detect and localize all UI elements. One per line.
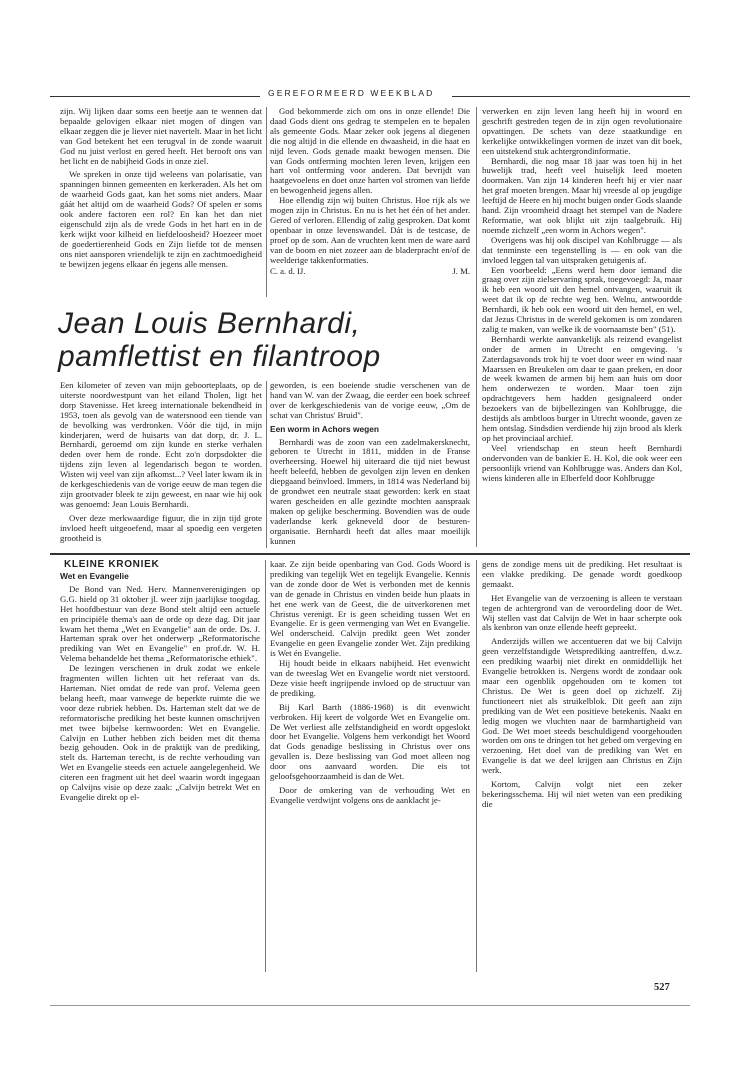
paragraph: Een voorbeeld: „Eens werd hem door iemand die graag over zijn zielservaring sprak, toegevoegd: Ja, maar ik heb een woord uit den hemel ontvangen, waaruit ik weet dat ik op de rechte weg ben. Welnu, antwoordde Bernhardi, ik heb ook een woord uit den hemel, en wel, dat Jezus Christus in de wereld gekomen is om zondaren zalig te maken, van welke ik de voornaamste ben" (51).	[482, 264, 682, 334]
top-column-1	[60, 107, 262, 297]
column-divider	[265, 560, 266, 972]
paragraph: Over deze merkwaardige figuur, die in zijn tijd grote invloed heeft uitgeoefend, maar al spoedig een vergeten grootheid is	[60, 512, 262, 543]
kroniek-column-1	[60, 572, 260, 972]
header-rule-left	[50, 96, 260, 97]
kroniek-column-3	[482, 560, 682, 972]
signature-left: C. a. d. IJ.	[270, 265, 306, 276]
paragraph: Anderzijds willen we accentueren dat we bij Calvijn geen verzelfstandigde Wetsprediking aantreffen, d.w.z. een prediking waarbij niet direkt en onmiddellijk het Evangelie betrokken is. Nergens wordt de zondaar ook maar een ogenblik opgehouden om te komen tot Christus. De Wet is geen doel op zichzelf. Zij functioneert niet als struikelblok. Dit geeft aan zijn prediking van de Wet een positieve betekenis. Naakt en ledig mogen we vluchten naar de barmhartigheid van God. De Wet moet steeds beschuldigend voorgehouden worden om ons te dringen tot het gebed om vergeving en verzoening. Het doel van de prediking van Wet en Evangelie is dat we deel krijgen aan Christus en Zijn werk.	[482, 636, 682, 776]
kroniek-title: KLEINE KRONIEK	[64, 559, 160, 570]
paragraph: Bernhardi, die nog maar 18 jaar was toen hij in het huwelijk trad, heeft veel huiselijk leed moeten doormaken. Van zijn 14 kinderen heeft hij er vier naar het graf moeten brengen. Maar hij vreesde al op jeugdige leeftijd de Heere en hij mocht buigen onder Gods slaande hand. Zijn vroomheid draagt het stempel van de Nadere Reformatie, wat ook blijkt uit zijn taalgebruik. Hij noemde zichzelf „een worm in Achors wegen".	[482, 155, 682, 235]
page-header: GEREFORMEERD WEEKBLAD	[268, 88, 435, 98]
paragraph: Bij Karl Barth (1886-1968) is dit evenwicht verbroken. Hij keert de volgorde Wet en Evangelie om. De Wet verliest alle zelfstandigheid en wordt opgeslokt door het Evangelie. Volgens hem verkondigt het Woord dat Gods genadige beslissing in Christus over ons gevallen is. Deze beslissing van God moet alleen nog door ons aanvaard worden. Die eis tot geloofsgehoorzaamheid is dan de Wet.	[270, 701, 470, 782]
signature-right: J. M.	[452, 265, 470, 276]
paragraph: Een kilometer of zeven van mijn geboorteplaats, op de uiterste noordwestpunt van het eiland Tholen, ligt het dorp Stavenisse. Het kreeg internationale bekendheid in 1953, toen als gevolg van de watersnood een tiende van de bevolking was verdronken. Vóór die tijd, in mijn kinderjaren, werd de huisarts van dat dorp, dr. J. L. Bernhardi, geroemd om zijn kunde en sterke verhalen deden over hem de ronde. Echt zo'n dorpsdokter die tijdens zijn leven al legendarisch begon te worden. Wisten wij veel van zijn afkomst...? Veel later kwam ik in de kerkgeschiedenis van de vorige eeuw de man tegen die zijn grootvader bleek te zijn geweest, en naar wie hij ook was genoemd: Jean Louis Bernhardi.	[60, 381, 262, 509]
column-divider	[266, 381, 267, 548]
paragraph: Overigens was hij ook discipel van Kohlbrugge — als dat tenminste een tegenstelling is — en ook van die invloed leggen tal van uitspraken getuigenis af.	[482, 234, 682, 265]
paragraph: verwerken en zijn leven lang heeft hij in woord en geschrift gestreden tegen de in zijn ogen revolutionaire opvattingen. De schets van deze staatkundige en kerkelijke ontwikkelingen vormen de inzet van dit boek, een uitstekend stuk achtergrondinformatie.	[482, 107, 682, 156]
article-column-1	[60, 381, 262, 548]
article-subheading: Een worm in Achors wegen	[270, 423, 380, 434]
paragraph: Bernhardi werkte aanvankelijk als reizend evangelist onder de armen in Utrecht en omgeving. 's Zaterdagsavonds trok hij te voet door weer en wind naar Maarssen en Breukelen om daar te gaan preken, en door de week kwamen de armen bij hem aan huis om door hem onderwezen te worden. Maar toen zijn opdrachtgevers hem hadden gesignaleerd onder bezoekers van de bijbellezingen van Kohlbrugge, die destijds als ambtloos burger in Utrecht woonde, gaven ze hem ontslag. Sindsdien verdiende hij zijn brood als klerk op het provinciaal archief.	[482, 333, 682, 443]
article-column-2	[270, 381, 470, 548]
bottom-rule	[50, 1005, 690, 1006]
paragraph: zijn. Wij lijken daar soms een beetje aan te wennen dat bepaalde gelovigen elkaar niet mogen of dingen van elkaar zeggen die je liever niet navertelt. Maar in het licht van God betekent het een terugval in de zonde waaruit God nu juist verlost en gered heeft. Het berooft ons van het licht en de nabijheid Gods in onze ziel.	[60, 107, 262, 166]
paragraph: Het Evangelie van de verzoening is alleen te verstaan tegen de achtergrond van de veroordeling door de Wet. Wij stellen vast dat Calvijn de Wet in haar scherpte ook als kenbron van onze ellende heeft gepreekt.	[482, 592, 682, 633]
paragraph: geworden, is een boeiende studie verschenen van de hand van W. van der Zwaag, die eerder een boek schreef over de kerkgeschiedenis van de vorige eeuw, „Om de schat van Christus' Bruid".	[270, 381, 470, 420]
headline-line-2: pamflettist en filantroop	[58, 340, 381, 373]
section-rule	[50, 553, 690, 555]
article-headline	[58, 307, 478, 373]
paragraph: Veel vriendschap en steun heeft Bernhardi ondervonden van de bankier E. H. Kol, die ook weer een persoonlijk vriend van Kohlbrugge was. Anders dan Kol, wiens kinderen alle in Elberfeld door Kohlbrugge	[482, 442, 682, 483]
kroniek-subheading: Wet en Evangelie	[60, 572, 129, 581]
paragraph: Hij houdt beide in elkaars nabijheid. Het evenwicht van de tweeslag Wet en Evangelie wordt niet verstoord. Deze visie heeft ingrijpende invloed op de structuur van de prediking.	[270, 658, 470, 698]
paragraph: Bernhardi was de zoon van een zadelmakersknecht, geboren te Utrecht in 1811, midden in de Franse overheersing. Hoewel hij uiteraard die tijd niet bewust heeft beleefd, hebben de gevolgen zijn leven en denken diepgaand beïnvloed. Immers, in 1814 was Nederland bij de grondwet een neutrale staat geworden: kerk en staat waren gescheiden en alle gezindte mochten aanspraak maken op gelijke bescherming. Bovendien was de oude vaderlandse kerk gekneveld door de besturen-organisatie. Bernhardi heeft dat alles maar moeilijk kunnen	[270, 436, 470, 546]
paragraph: kaar. Ze zijn beide openbaring van God. Gods Woord is prediking van tegelijk Wet en tegelijk Evangelie. Kennis van de zonde door de Wet is verbonden met de kennis van de genade in Christus en vinden beide hun plaats in het ene werk van de Geest, die de uitverkorenen met Christus verenigt. Er is geen scheiding tussen Wet en Evangelie. Er is geen vermenging van Wet en Evangelie. Wel onderscheid. Calvijn predikt geen Wet zonder Evangelie en geen Evangelie zonder Wet. Zijn prediking is Wet én Evangelie.	[270, 560, 470, 659]
paragraph: Door de omkering van de verhouding Wet en Evangelie verdwijnt volgens ons de aanklacht je-	[270, 784, 470, 805]
headline-line-1: Jean Louis Bernhardi,	[58, 307, 361, 340]
article-column-3	[482, 107, 682, 548]
header-rule-right	[452, 96, 690, 97]
column-divider	[266, 107, 267, 297]
column-divider	[476, 560, 477, 972]
page-number: 527	[654, 982, 670, 993]
signature-line	[270, 267, 470, 277]
paragraph: We spreken in onze tijd weleens van polarisatie, van spanningen binnen gemeenten en kerkeraden. Als het om de waarheid Gods gaat, kan het soms niet anders. Maar gáát het altijd om de waarheid Gods? Of spelen er soms ook andere factoren een rol? En kan het dan niet eigenschuld zijn als de vrede Gods in het hart en in de kerk wijkt voor kilheid en liefdeloosheid? Hoezeer moet de goedertierenheid Gods en Zijn liefde tot de mensen ons niet aansporen vriendelijk te zijn en zachtmoedigheid te bewijzen jegens elkaar én jegens alle mensen.	[60, 169, 262, 269]
paragraph: Kortom, Calvijn volgt niet een zeker bekeringsschema. Hij wil niet weten van een prediking die	[482, 779, 682, 809]
paragraph: De lezingen verschenen in druk zodat we enkele fragmenten willen lichten uit het referaat van ds. Harteman. Niet omdat de rede van prof. Velema geen belang heeft, maar vanwege de beperkte ruimte die we voor deze rubriek hebben. Ds. Harteman stelt dat we de reformatorische prediking het beste kunnen omschrijven met twee bijbelse kernwoorden: Wet en Evangelie. Calvijn en Luther hebben zich beiden met dit thema bezig gehouden. Ook in de praktijk van de prediking, stelt ds. Harteman terecht, is de rechte verhouding van Wet en Evangelie steeds een actuele aangelegenheid. We citeren een fragment uit het deel waarin wordt ingegaan op Calvijns visie op deze zaak: „Calvijn betrekt Wet en Evangelie direkt op el-	[60, 663, 260, 802]
paragraph: De Bond van Ned. Herv. Mannenverenigingen op G.G. hield op 31 oktober jl. weer zijn jaarlijkse toogdag. Het hoofdbestuur van deze Bond stelt altijd een actuele en principiële thema's aan de orde op deze dag. Dit jaar kwam het thema „Wet en Evangelie" aan de orde. Ds. J. Harteman sprak over het onderwerp „Reformatorische prediking van Wet en Evangelie" en prof.dr. W. H. Velema behandelde het thema „Reformatorische ethiek".	[60, 583, 260, 664]
paragraph: gens de zondige mens uit de prediking. Het resultaat is een vlakke prediking. De genade wordt goedkoop gemaakt.	[482, 560, 682, 589]
paragraph: Hoe ellendig zijn wij buiten Christus. Hoe rijk als we mogen zijn in Christus. En nu is het het één of het ander. Gered of verloren. Ellendig of zalig gesproken. Dat komt openbaar in onze levenswandel. Dát is de testcase, de proef op de som. Aan de vruchten kent men de ware aard van de boom en niet zozeer aan de bladerpracht en/of de weelderige takkenformaties.	[270, 195, 470, 265]
top-column-2	[270, 107, 470, 297]
paragraph: God bekommerde zich om ons in onze ellende! Die daad Gods dient ons gedrag te stempelen en te bepalen als gemeente Gods. Maar zeker ook jegens al diegenen die nog altijd in die ellende en dwaasheid, in die haat en nijd leven. Gods genade maakt bewogen mensen. Die van Gods ontferming mochten leren leven, krijgen een hart vol ontferming voor anderen. Dat bevrijdt van haatgevoelens en doet onze harten vol stromen van liefde en bewogenheid jegens allen.	[270, 107, 470, 196]
kroniek-column-2	[270, 560, 470, 972]
